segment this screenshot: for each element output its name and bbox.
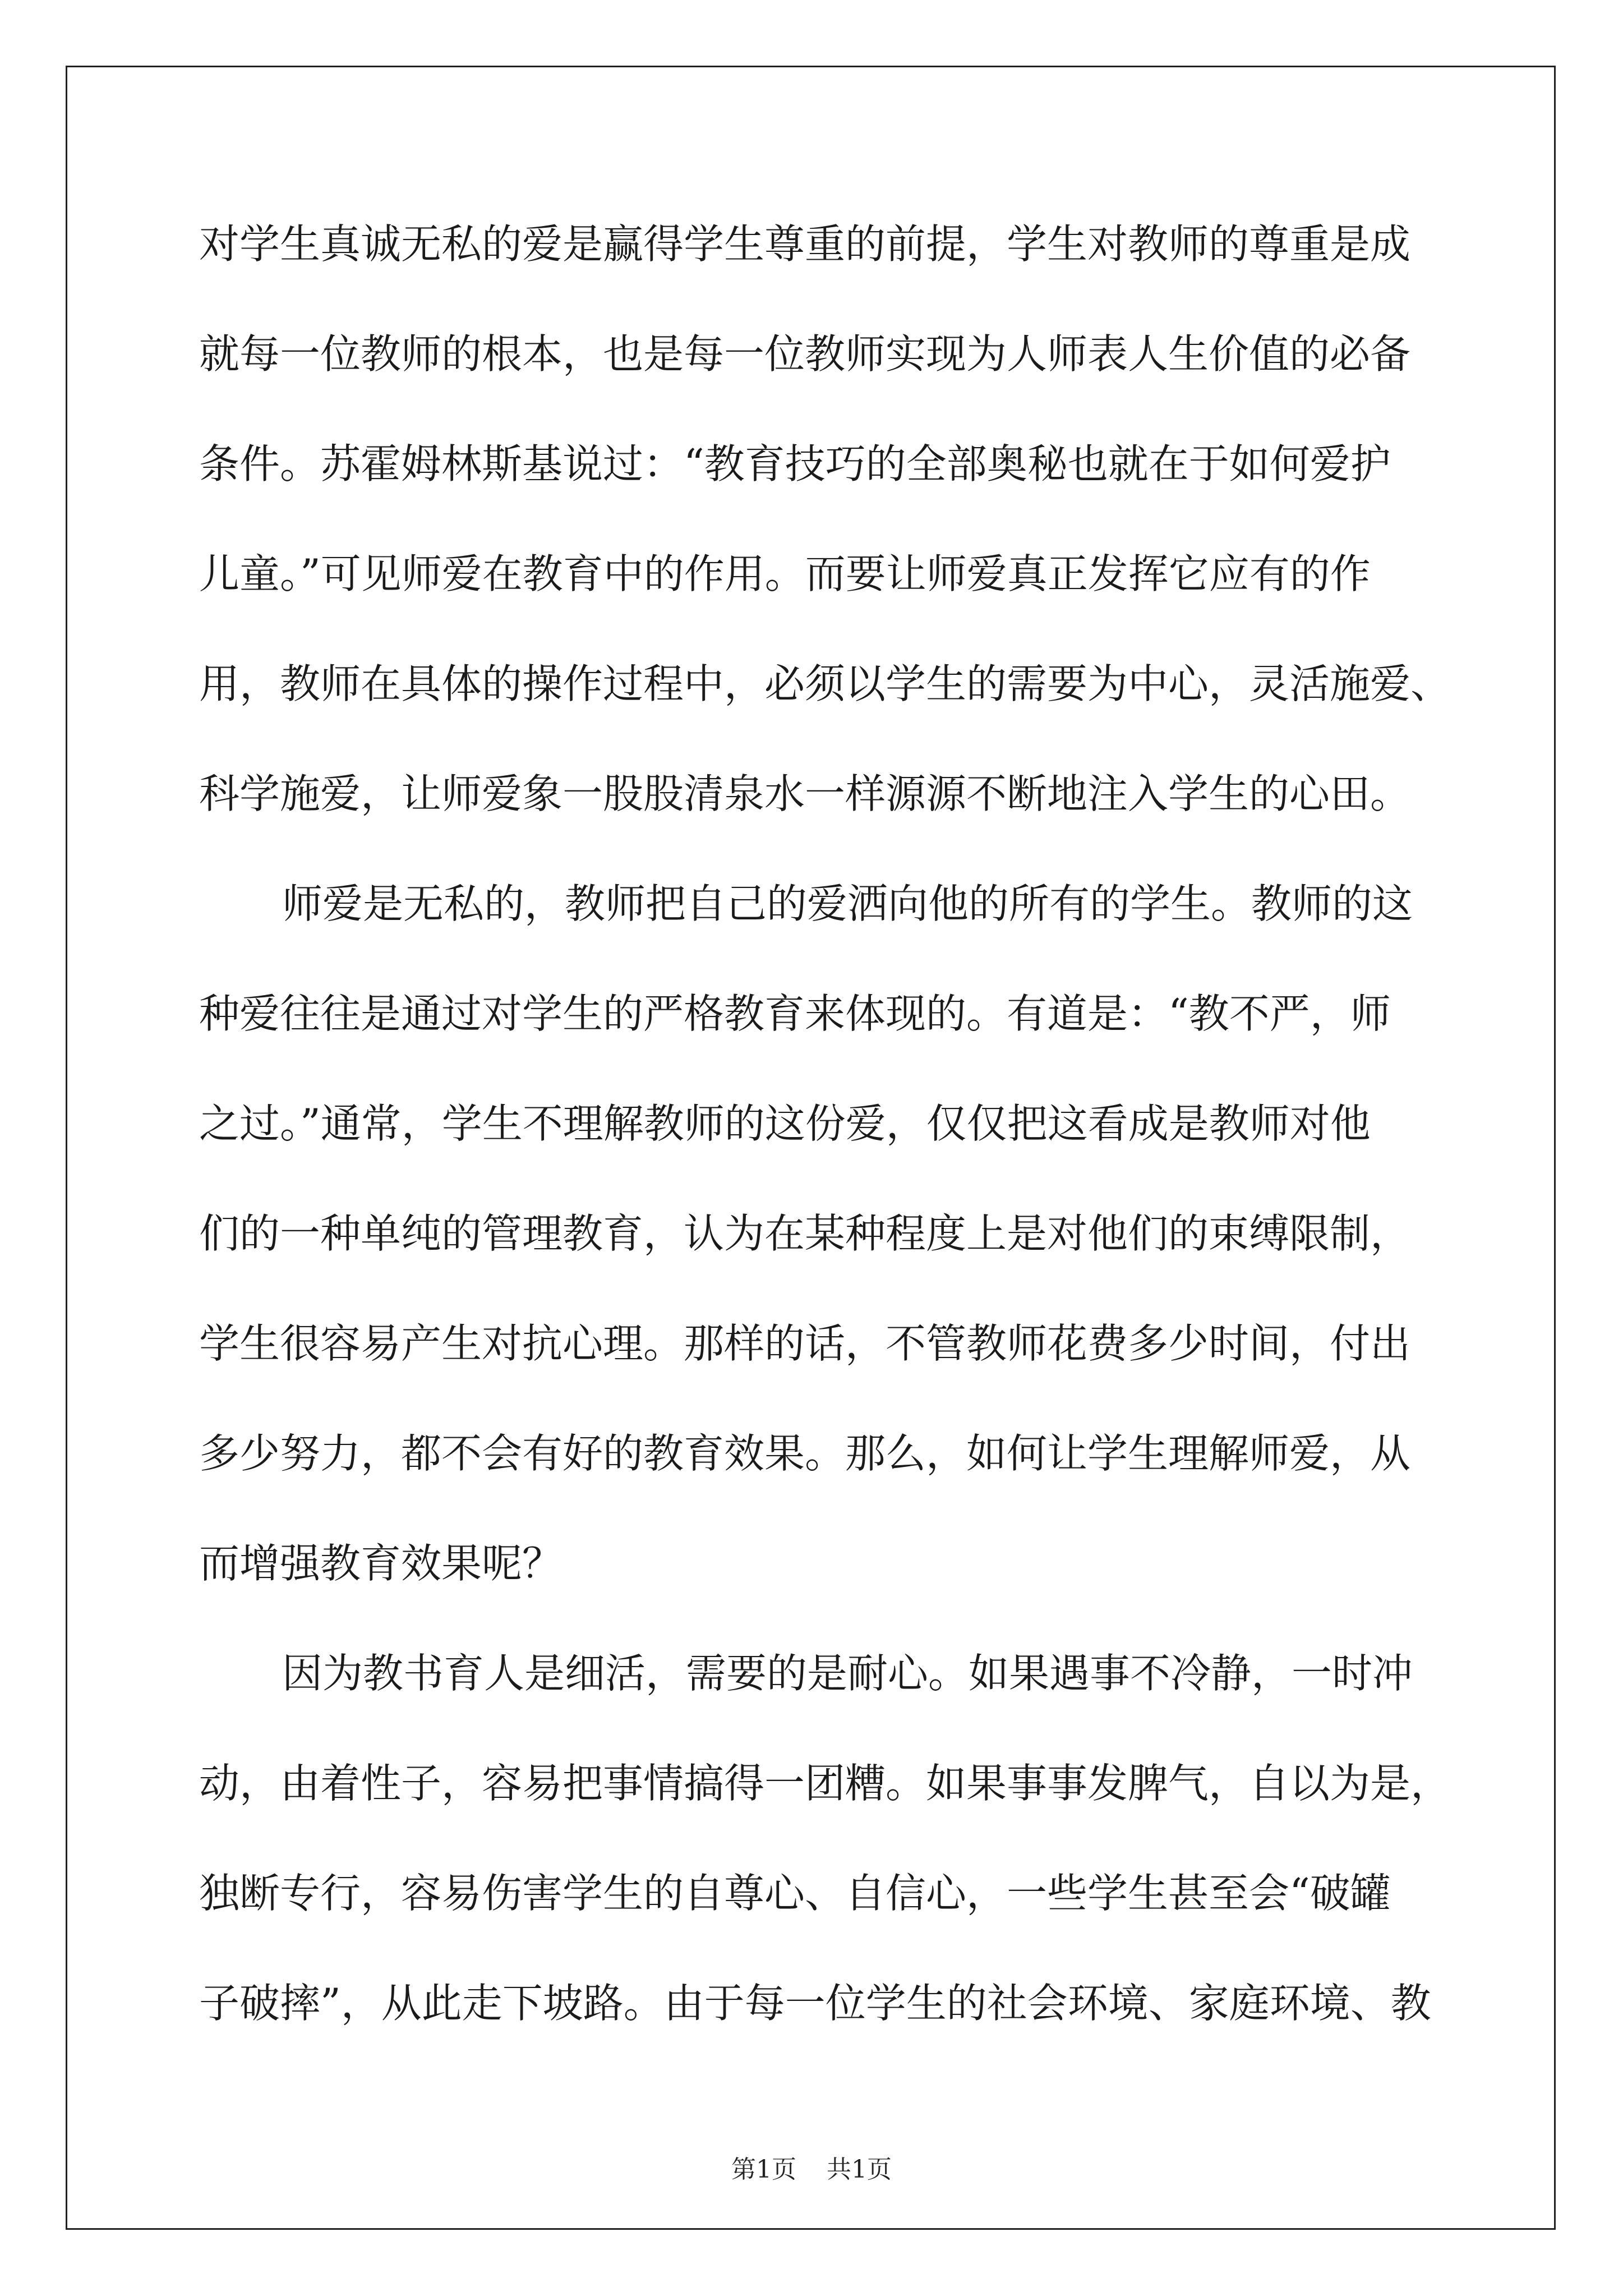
text-line: 儿童。”可见师爱在教育中的作用。而要让师爱真正发挥它应有的作: [199, 550, 1371, 597]
document-body: [199, 208, 1467, 2077]
text-line: 师爱是无私的，教师把自己的爱洒向他的所有的学生。教师的这: [282, 880, 1413, 927]
text-line: 多少努力，都不会有好的教育效果。那么，如何让学生理解师爱，从: [199, 1430, 1411, 1477]
text-line: 对学生真诚无私的爱是赢得学生尊重的前提，学生对教师的尊重是成: [199, 220, 1411, 268]
text-line: 们的一种单纯的管理教育，认为在某种程度上是对他们的束缚限制，: [199, 1210, 1411, 1257]
text-line: 子破摔”，从此走下坡路。由于每一位学生的社会环境、家庭环境、教: [199, 1980, 1431, 2027]
text-line: 用，教师在具体的操作过程中，必须以学生的需要为中心，灵活施爱、: [199, 660, 1451, 707]
text-line: 学生很容易产生对抗心理。那样的话，不管教师花费多少时间，付出: [199, 1320, 1411, 1367]
page-footer: [0, 2153, 1623, 2187]
page-total: 共1页: [827, 2155, 892, 2184]
page-number: 第1页: [731, 2155, 796, 2184]
text-line: 科学施爱，让师爱象一股股清泉水一样源源不断地注入学生的心田。: [199, 770, 1411, 817]
text-line: 独断专行，容易伤害学生的自尊心、自信心，一些学生甚至会“破罐: [199, 1870, 1391, 1917]
text-line: 之过。”通常，学生不理解教师的这份爱，仅仅把这看成是教师对他: [199, 1100, 1371, 1147]
text-line: 因为教书育人是细活，需要的是耐心。如果遇事不冷静，一时冲: [282, 1650, 1413, 1697]
text-line: 条件。苏霍姆林斯基说过：“教育技巧的全部奥秘也就在于如何爱护: [199, 440, 1391, 487]
text-line: 动，由着性子，容易把事情搞得一团糟。如果事事发脾气，自以为是，: [199, 1760, 1451, 1807]
text-line: 就每一位教师的根本，也是每一位教师实现为人师表人生价值的必备: [199, 330, 1411, 378]
text-line: 而增强教育效果呢？: [199, 1540, 563, 1587]
text-line: 种爱往往是通过对学生的严格教育来体现的。有道是：“教不严，师: [199, 990, 1391, 1037]
